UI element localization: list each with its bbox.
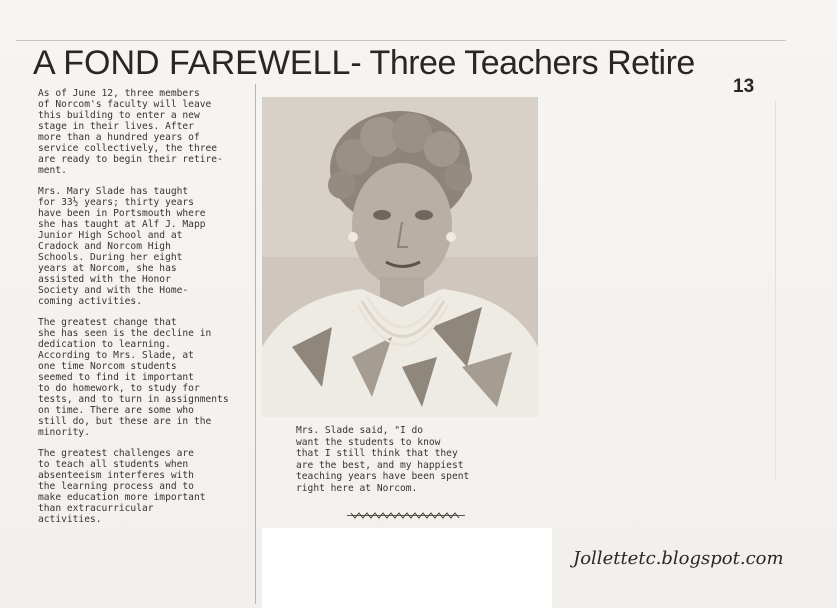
column-divider xyxy=(255,84,256,604)
article-paragraph: The greatest challenges are to teach all students when absenteeism interferes with the learning process and to make education more important than extracurricular activities. xyxy=(38,448,206,525)
portrait-photo xyxy=(262,97,538,417)
portrait-illustration xyxy=(262,97,538,417)
watermark: Jollettetc.blogspot.com xyxy=(573,548,784,569)
article-paragraph: As of June 12, three members of Norcom's faculty will leave this building to enter a new stage in their lives. After more than a hundred years of service collectively, the three are ready to begin their retire- ment. xyxy=(38,88,223,176)
article-paragraph: The greatest change that she has seen is the decline in dedication to learning. According to Mrs. Slade, at one time Norcom students seemed to find it important to do homework, to study for tests, and to turn in assignments on time. There are some who still do, but these are in the minority. xyxy=(38,317,229,438)
headline-rest: - Three Teachers Retire xyxy=(350,44,695,82)
headline xyxy=(33,44,695,83)
ornament-divider xyxy=(347,512,465,519)
blank-paper-area xyxy=(262,528,552,608)
headline-caps: A FOND FAREWELL xyxy=(33,44,351,82)
article-paragraph: Mrs. Mary Slade has taught for 33½ years; thirty years have been in Portsmouth where she has taught at Alf J. Mapp Junior High School and at Cradock and Norcom High Schools. During her eight years at Norcom, she has assisted with the Honor Society and with the Home- coming activities. xyxy=(38,186,206,307)
margin-divider xyxy=(775,100,776,480)
photo-caption: Mrs. Slade said, "I do want the students to know that I still think that they are the best, and my happiest teaching years have been spent right here at Norcom. xyxy=(296,425,470,494)
page-number: 13 xyxy=(733,76,755,97)
article-column xyxy=(38,88,250,535)
top-rule xyxy=(16,40,786,41)
